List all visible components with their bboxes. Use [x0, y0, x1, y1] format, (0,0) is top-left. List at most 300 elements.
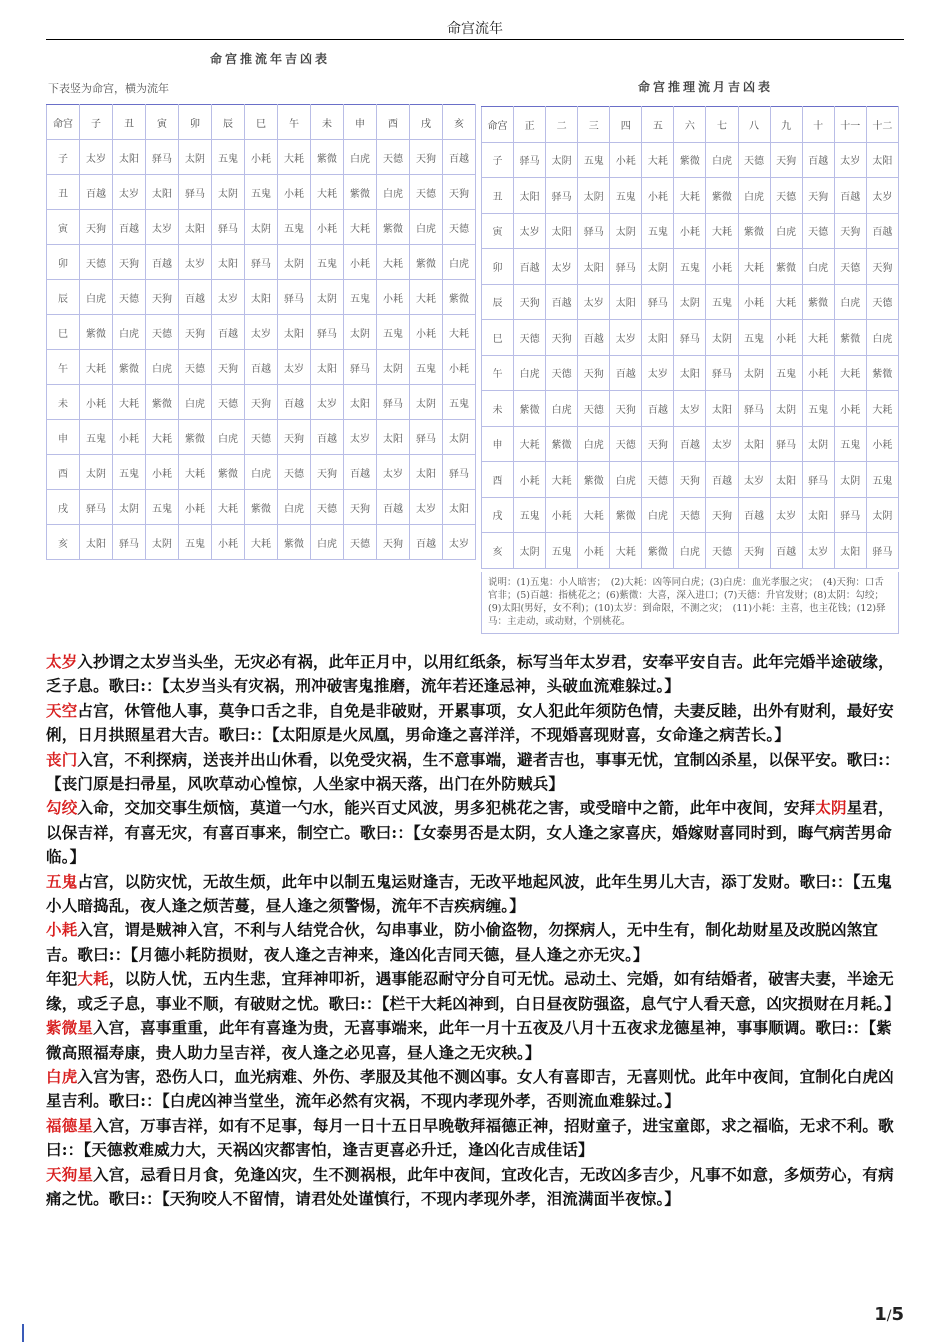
paragraph	[46, 1016, 904, 1065]
table-cell: 太岁	[546, 249, 578, 285]
table-cell: 太阳	[80, 525, 113, 560]
table-cell: 五鬼	[146, 490, 179, 525]
star-name: 大耗	[77, 969, 109, 989]
table-row	[482, 426, 899, 462]
row-header: 午	[482, 355, 514, 391]
table-row	[482, 178, 899, 214]
table-cell: 太阳	[578, 249, 610, 285]
table-cell: 太阴	[245, 210, 278, 245]
table-cell: 百越	[344, 455, 377, 490]
table-cell: 太阴	[344, 315, 377, 350]
table-cell: 天狗	[770, 142, 802, 178]
table-cell: 白虎	[610, 462, 642, 498]
table-cell: 天德	[179, 350, 212, 385]
paragraph-text: 占宫，休管他人事，莫争口舌之非，自免是非破财，开累事项，女人犯此年须防色情，夫妻反睦，出外有财利，最好安俐，日月拱照星君大吉。歌曰:：【太阳原是火凤凰，男命逢之喜洋洋，不现婚喜现财喜，女命逢之病苦长。】	[46, 700, 894, 745]
table-row	[482, 462, 899, 498]
paragraph-text: 入宫为害，恐伤人口，血光病难、外伤、孝服及其他不测凶事。女人有喜即吉，无喜则忧。此年中夜间，宜制化白虎凶星吉利。歌曰:：【白虎凶神当堂坐，流年必然有灾祸，不现内孝现外孝，否则流血难躲过。】	[46, 1066, 894, 1111]
table-cell: 五鬼	[212, 140, 245, 175]
table-cell: 百越	[146, 245, 179, 280]
table-cell: 太阳	[278, 315, 311, 350]
table-cell: 大耗	[377, 245, 410, 280]
table-cell: 小耗	[706, 249, 738, 285]
table-cell: 驿马	[642, 284, 674, 320]
table-cell: 紫微	[311, 140, 344, 175]
table-cell: 太岁	[344, 420, 377, 455]
table-cell: 五鬼	[179, 525, 212, 560]
table-cell: 大耗	[770, 284, 802, 320]
table-cell: 紫微	[278, 525, 311, 560]
table-cell: 天德	[410, 175, 443, 210]
column-header: 二	[546, 107, 578, 143]
table-cell: 紫微	[514, 391, 546, 427]
table-cell: 白虎	[311, 525, 344, 560]
table-cell: 太阴	[610, 213, 642, 249]
table-cell: 五鬼	[642, 213, 674, 249]
table-cell: 天狗	[514, 284, 546, 320]
table-cell: 天狗	[410, 140, 443, 175]
row-header: 卯	[47, 245, 80, 280]
table-cell: 太岁	[410, 490, 443, 525]
paragraph-text: 入宫，谓是贼神入宫，不利与人结党合伙，勾串事业，防小偷盗物，勿探病人，无中生有，制化劫财星及改脱凶煞宜吉。歌曰:：【月德小耗防损财，夜人逢之吉神来，逢凶化吉同天德，昼人逢之亦无灾。】	[46, 920, 879, 964]
table-cell: 五鬼	[866, 462, 898, 498]
row-header: 未	[482, 391, 514, 427]
table-cell: 五鬼	[546, 533, 578, 569]
table-cell: 太阴	[377, 350, 410, 385]
paragraph-text: 入宫，万事吉祥，如有不足事，每月一日十五日早晚敬拜福德正神，招财童子，进宝童郎，求之福临，无求不利。歌曰:：【天德救难威力大，天祸凶灾都害怕，逢吉更喜必升迁，逢凶化吉成佳话】	[46, 1115, 894, 1160]
table-cell: 五鬼	[802, 391, 834, 427]
table-cell: 天狗	[179, 315, 212, 350]
table-cell: 天德	[514, 320, 546, 356]
table-cell: 百越	[610, 355, 642, 391]
table-cell: 小耗	[245, 140, 278, 175]
paragraph-text: 星君，以保吉祥，有喜无灾，有喜百事来，制空亡。歌曰:：【女泰男否是太阴，女人逢之家喜庆，婚嫁财喜同时到，晦气病苦男命临。】	[46, 798, 894, 867]
table-cell: 太岁	[642, 355, 674, 391]
table-cell: 紫微	[344, 175, 377, 210]
paragraph-text: 入宫，不利探病，送丧并出山休看，以免受灾祸，生不意事端，避者吉也，事事无忧，宜制凶杀星，以保平安。歌曰:：【丧门原是扫帚星，风吹草动心惶惊，人坐家中祸天落，出门在外防贼兵】	[46, 749, 900, 794]
table-cell: 太阳	[834, 533, 866, 569]
paragraph-text: 入宫，喜事重重，此年有喜逢为贵，无喜事端来，此年一月十五夜及八月十五夜求龙德星神，事事顺调。歌曰:：【紫微高照福寿康，贵人助力呈吉祥，夜人逢之必见喜，昼人逢之无灾秧。】	[46, 1018, 892, 1062]
table-cell: 百越	[179, 280, 212, 315]
table-cell: 太阳	[546, 213, 578, 249]
table-cell: 五鬼	[113, 455, 146, 490]
table-cell: 紫微	[706, 178, 738, 214]
table-cell: 天狗	[802, 178, 834, 214]
table-cell: 紫微	[738, 213, 770, 249]
table-cell: 小耗	[410, 315, 443, 350]
table-cell: 太阳	[706, 391, 738, 427]
table-cell: 大耗	[514, 426, 546, 462]
table-row	[482, 284, 899, 320]
table-cell: 百越	[80, 175, 113, 210]
column-header: 丑	[113, 105, 146, 140]
column-header: 辰	[212, 105, 245, 140]
table-cell: 百越	[514, 249, 546, 285]
table-cell: 百越	[642, 391, 674, 427]
year-table-title: 命宫推流年吉凶表	[210, 52, 331, 66]
table-cell: 五鬼	[278, 210, 311, 245]
column-header: 三	[578, 107, 610, 143]
table-cell: 太岁	[146, 210, 179, 245]
row-header: 辰	[47, 280, 80, 315]
table-cell: 百越	[410, 525, 443, 560]
table-row	[47, 315, 476, 350]
table-cell: 太阳	[674, 355, 706, 391]
column-header: 九	[770, 107, 802, 143]
table-cell: 紫微	[578, 462, 610, 498]
table-cell: 五鬼	[443, 385, 476, 420]
table-cell: 百越	[443, 140, 476, 175]
table-cell: 白虎	[642, 497, 674, 533]
table-cell: 白虎	[146, 350, 179, 385]
table-cell: 小耗	[377, 280, 410, 315]
table-cell: 太岁	[834, 142, 866, 178]
table-cell: 五鬼	[834, 426, 866, 462]
column-header: 巳	[245, 105, 278, 140]
table-cell: 天狗	[834, 213, 866, 249]
table-cell: 百越	[770, 533, 802, 569]
row-header: 子	[482, 142, 514, 178]
paragraph-text: 占宫，以防灾忧，无故生烦，此年中以制五鬼运财逢吉，无改平地起风波，此年生男儿大吉，添丁发财。歌曰:：【五鬼小人暗捣乱，夜人逢之烦苦蔓，昼人逢之须警惕，流年不吉疾病缠。】	[46, 871, 892, 916]
table-cell: 太阳	[738, 426, 770, 462]
table-cell: 太岁	[514, 213, 546, 249]
table-cell: 天德	[642, 462, 674, 498]
paragraph-text: 入抄谓之太岁当头坐，无灾必有祸，此年正月中，以用红纸条，标写当年太岁君，安奉平安自吉。此年完婚半途破缘，乏子息。歌曰:：【太岁当头有灾祸，刑冲破害鬼推磨，流年若还逢忌神，头破血流难躲过。】	[46, 652, 894, 696]
table-cell: 太阳	[113, 140, 146, 175]
star-name: 紫微星	[46, 1018, 94, 1038]
body-text	[46, 650, 904, 1211]
table-cell: 紫微	[377, 210, 410, 245]
table-cell: 驿马	[311, 315, 344, 350]
table-cell: 大耗	[410, 280, 443, 315]
table-cell: 天德	[443, 210, 476, 245]
table-cell: 白虎	[738, 178, 770, 214]
table-cell: 太阳	[802, 497, 834, 533]
table-cell: 太阴	[311, 280, 344, 315]
table-cell: 驿马	[706, 355, 738, 391]
column-header: 亥	[443, 105, 476, 140]
table-cell: 白虎	[834, 284, 866, 320]
table-cell: 太阴	[113, 490, 146, 525]
table-cell: 驿马	[410, 420, 443, 455]
table-row	[47, 245, 476, 280]
table-cell: 天狗	[706, 497, 738, 533]
table-cell: 驿马	[344, 350, 377, 385]
table-cell: 天狗	[610, 391, 642, 427]
table-cell: 太阴	[80, 455, 113, 490]
row-header: 亥	[482, 533, 514, 569]
table-cell: 大耗	[610, 533, 642, 569]
paragraph	[46, 1114, 904, 1163]
table-cell: 白虎	[514, 355, 546, 391]
table-cell: 白虎	[113, 315, 146, 350]
table-row	[47, 140, 476, 175]
column-header: 十一	[834, 107, 866, 143]
star-name: 丧门	[46, 749, 78, 769]
table-cell: 太阴	[834, 462, 866, 498]
table-cell: 大耗	[344, 210, 377, 245]
table-cell: 小耗	[146, 455, 179, 490]
paragraph	[46, 699, 904, 748]
table-cell: 五鬼	[377, 315, 410, 350]
table-cell: 太阴	[212, 175, 245, 210]
table-cell: 天德	[146, 315, 179, 350]
table-cell: 驿马	[578, 213, 610, 249]
table-cell: 太岁	[245, 315, 278, 350]
table-cell: 百越	[546, 284, 578, 320]
table-cell: 大耗	[311, 175, 344, 210]
paragraph-text: ，以防人忧，五内生悲，宜拜神叩祈，遇事能忍耐守分自可无忧。忌动土、完婚，如有结婚者，破害夫妻，半途无缘，或乏子息，事业不顺，有破财之忧。歌曰:：【栏干大耗凶神到，白日昼夜防强盗，息气宁人看天意，凶灾损财在月耗。】	[46, 969, 900, 1013]
table-cell: 驿马	[610, 249, 642, 285]
table-cell: 紫微	[245, 490, 278, 525]
row-header: 丑	[47, 175, 80, 210]
row-header: 丑	[482, 178, 514, 214]
table-cell: 五鬼	[706, 284, 738, 320]
table-cell: 百越	[706, 462, 738, 498]
paragraph-text: 入命，交加交事生烦恼，莫道一勺水，能兴百丈风波，男多犯桃花之害，或受暗中之箭，此年中夜间，安拜	[77, 798, 816, 818]
row-header: 未	[47, 385, 80, 420]
table-cell: 天德	[212, 385, 245, 420]
row-header: 戌	[482, 497, 514, 533]
table-cell: 大耗	[866, 391, 898, 427]
table-cell: 天德	[80, 245, 113, 280]
table-cell: 天德	[578, 391, 610, 427]
table-cell: 紫微	[80, 315, 113, 350]
table-cell: 小耗	[311, 210, 344, 245]
table-cell: 太阴	[802, 426, 834, 462]
table-cell: 天狗	[344, 490, 377, 525]
table-row	[47, 350, 476, 385]
table-cell: 太岁	[674, 391, 706, 427]
table-cell: 天狗	[212, 350, 245, 385]
table-cell: 天狗	[278, 420, 311, 455]
table-cell: 大耗	[212, 490, 245, 525]
table-cell: 太岁	[377, 455, 410, 490]
table-cell: 小耗	[770, 320, 802, 356]
page-current: 1	[874, 1304, 887, 1325]
star-name: 天狗星	[46, 1164, 94, 1184]
table-cell: 太岁	[578, 284, 610, 320]
table-cell: 天德	[866, 284, 898, 320]
table-cell: 小耗	[578, 533, 610, 569]
column-header: 未	[311, 105, 344, 140]
page-number	[874, 1304, 904, 1325]
table-cell: 太岁	[610, 320, 642, 356]
table-cell: 太阳	[146, 175, 179, 210]
table-cell: 驿马	[278, 280, 311, 315]
table-cell: 紫微	[146, 385, 179, 420]
table-row	[47, 420, 476, 455]
table-cell: 天德	[738, 142, 770, 178]
table-cell: 小耗	[344, 245, 377, 280]
table-cell: 大耗	[578, 497, 610, 533]
table-cell: 太阴	[546, 142, 578, 178]
table-cell: 驿马	[770, 426, 802, 462]
table-cell: 太阴	[179, 140, 212, 175]
table-cell: 小耗	[738, 284, 770, 320]
table-row	[47, 175, 476, 210]
table-cell: 太岁	[443, 525, 476, 560]
table-header-row	[47, 105, 476, 140]
table-cell: 白虎	[80, 280, 113, 315]
table-cell: 天德	[674, 497, 706, 533]
paragraph	[46, 870, 904, 919]
table-cell: 紫微	[674, 142, 706, 178]
table-cell: 太阳	[179, 210, 212, 245]
table-cell: 太阴	[578, 178, 610, 214]
table-cell: 太阴	[410, 385, 443, 420]
table-cell: 紫微	[212, 455, 245, 490]
table-cell: 驿马	[80, 490, 113, 525]
table-cell: 太阳	[443, 490, 476, 525]
month-table-notes: 说明：(1)五鬼：小人暗害； (2)大耗：凶等同白虎；(3)白虎：血光孝服之灾； (4)天狗：口舌官非；(5)百越：指桃花之；(6)紫微：大喜，深入进口；(7)天德：升官发财；(8)太阴：勾绞； (9)太阳(男好，女不利)；(10)太岁：到命限，不测之灾； (11)小耗：主喜，也主花钱；(12)驿马：主走动，或动财，个别桃花。	[481, 572, 899, 634]
table-cell: 太阴	[443, 420, 476, 455]
table-cell: 五鬼	[514, 497, 546, 533]
table-cell: 天德	[770, 178, 802, 214]
table-row	[482, 391, 899, 427]
table-row	[47, 525, 476, 560]
table-cell: 百越	[212, 315, 245, 350]
table-cell: 大耗	[674, 178, 706, 214]
table-cell: 大耗	[834, 355, 866, 391]
table-row	[47, 280, 476, 315]
table-cell: 紫微	[866, 355, 898, 391]
table-cell: 小耗	[546, 497, 578, 533]
row-header: 戌	[47, 490, 80, 525]
table-cell: 白虎	[802, 249, 834, 285]
table-cell: 紫微	[610, 497, 642, 533]
table-cell: 天狗	[866, 249, 898, 285]
row-header: 巳	[47, 315, 80, 350]
paragraph	[46, 1065, 904, 1114]
table-cell: 太阴	[738, 355, 770, 391]
table-cell: 五鬼	[770, 355, 802, 391]
table-cell: 小耗	[179, 490, 212, 525]
table-row	[47, 455, 476, 490]
table-header-row	[482, 107, 899, 143]
table-cell: 太岁	[278, 350, 311, 385]
table-cell: 五鬼	[610, 178, 642, 214]
star-name: 白虎	[46, 1066, 78, 1086]
table-cell: 太阴	[674, 284, 706, 320]
table-cell: 大耗	[179, 455, 212, 490]
table-cell: 白虎	[410, 210, 443, 245]
table-cell: 天狗	[377, 525, 410, 560]
table-cell: 太阴	[706, 320, 738, 356]
table-cell: 小耗	[834, 391, 866, 427]
table-cell: 太阴	[278, 245, 311, 280]
table-cell: 紫微	[410, 245, 443, 280]
row-header: 亥	[47, 525, 80, 560]
table-cell: 大耗	[738, 249, 770, 285]
table-cell: 紫微	[443, 280, 476, 315]
table-cell: 大耗	[80, 350, 113, 385]
page-total: 5	[891, 1304, 904, 1325]
row-header: 卯	[482, 249, 514, 285]
paragraph	[46, 650, 904, 699]
star-name: 勾绞	[46, 798, 78, 818]
table-cell: 小耗	[674, 213, 706, 249]
month-table	[481, 106, 899, 569]
table-cell: 天狗	[311, 455, 344, 490]
table-cell: 白虎	[546, 391, 578, 427]
column-header: 四	[610, 107, 642, 143]
row-header: 申	[482, 426, 514, 462]
table-cell: 太岁	[80, 140, 113, 175]
table-cell: 小耗	[610, 142, 642, 178]
table-cell: 天狗	[80, 210, 113, 245]
table-cell: 白虎	[278, 490, 311, 525]
table-row	[482, 497, 899, 533]
star-name: 天空	[46, 700, 78, 720]
row-header: 寅	[47, 210, 80, 245]
table-cell: 天狗	[578, 355, 610, 391]
table-cell: 白虎	[770, 213, 802, 249]
star-name: 太岁	[46, 652, 78, 671]
table-cell: 五鬼	[311, 245, 344, 280]
table-cell: 大耗	[245, 525, 278, 560]
column-header: 十	[802, 107, 834, 143]
table-cell: 天狗	[674, 462, 706, 498]
table-cell: 驿马	[179, 175, 212, 210]
table-cell: 太阳	[410, 455, 443, 490]
year-table-note: 下表竖为命宫，横为流年	[48, 82, 169, 95]
table-cell: 百越	[377, 490, 410, 525]
column-header: 酉	[377, 105, 410, 140]
row-header: 巳	[482, 320, 514, 356]
table-cell: 天德	[610, 426, 642, 462]
table-cell: 太阳	[377, 420, 410, 455]
column-header: 戌	[410, 105, 443, 140]
table-cell: 白虎	[866, 320, 898, 356]
table-cell: 五鬼	[578, 142, 610, 178]
table-cell: 百越	[245, 350, 278, 385]
table-cell: 太阴	[866, 497, 898, 533]
table-cell: 紫微	[546, 426, 578, 462]
paragraph	[46, 1163, 904, 1212]
table-cell: 天德	[834, 249, 866, 285]
star-name: 五鬼	[46, 871, 78, 891]
table-cell: 白虎	[706, 142, 738, 178]
table-cell: 白虎	[443, 245, 476, 280]
table-cell: 天狗	[642, 426, 674, 462]
column-header: 命宫	[47, 105, 80, 140]
table-cell: 太阴	[514, 533, 546, 569]
table-cell: 紫微	[834, 320, 866, 356]
side-marker	[22, 1324, 24, 1342]
table-cell: 太岁	[212, 280, 245, 315]
header-rule	[46, 39, 904, 40]
star-name: 福德星	[46, 1115, 94, 1135]
column-header: 命宫	[482, 107, 514, 143]
table-cell: 天狗	[113, 245, 146, 280]
table-cell: 太岁	[113, 175, 146, 210]
row-header: 酉	[482, 462, 514, 498]
table-cell: 白虎	[377, 175, 410, 210]
paragraph	[46, 918, 904, 967]
row-header: 子	[47, 140, 80, 175]
table-cell: 天德	[113, 280, 146, 315]
row-header: 辰	[482, 284, 514, 320]
table-cell: 百越	[834, 178, 866, 214]
table-cell: 天德	[706, 533, 738, 569]
table-cell: 驿马	[443, 455, 476, 490]
table-cell: 太阳	[311, 350, 344, 385]
table-cell: 天德	[245, 420, 278, 455]
table-cell: 小耗	[642, 178, 674, 214]
row-header: 申	[47, 420, 80, 455]
table-cell: 小耗	[443, 350, 476, 385]
table-cell: 天狗	[245, 385, 278, 420]
